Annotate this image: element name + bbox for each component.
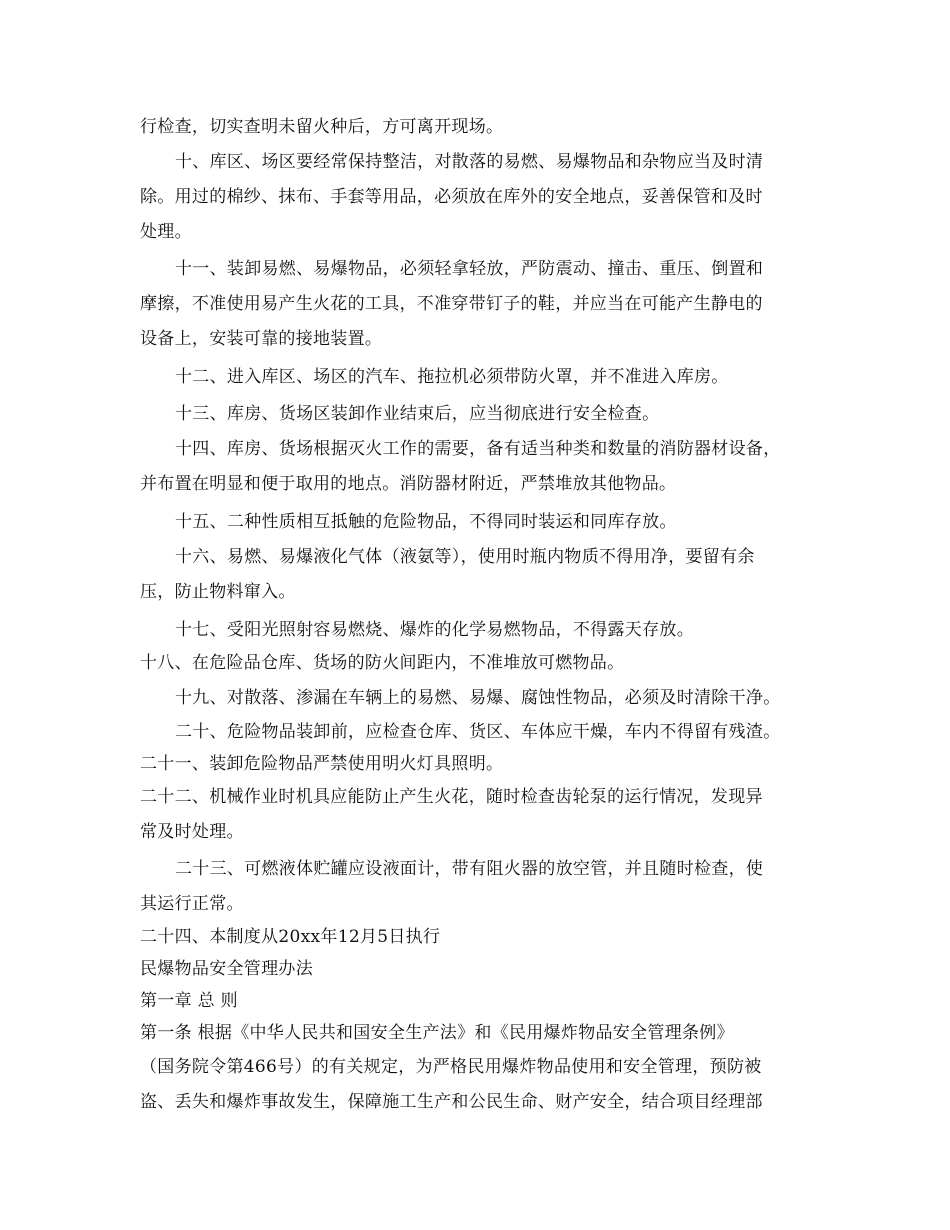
paragraph-line: 十一、装卸易燃、易爆物品，必须轻拿轻放，严防震动、撞击、重压、倒置和 [175,259,764,279]
paragraph-line: 设备上，安装可靠的接地装置。 [140,329,383,349]
paragraph-line: 行检查，切实查明未留火种后，方可离开现场。 [140,117,504,137]
paragraph-line: 第一条 根据《中华人民共和国安全生产法》和《民用爆炸物品安全管理条例》 [140,1023,734,1043]
paragraph-line: 除。用过的棉纱、抹布、手套等用品，必须放在库外的安全地点，妥善保管和及时 [140,187,763,207]
section-title: 民爆物品安全管理办法 [140,959,313,979]
paragraph-line: 十七、受阳光照射容易燃烧、爆炸的化学易燃物品，不得露天存放。 [175,620,694,640]
paragraph-line: 二十三、可燃液体贮罐应设液面计，带有阻火器的放空管，并且随时检查，使 [175,859,764,879]
paragraph-line: 二十、危险物品装卸前，应检查仓库、货区、车体应干燥，车内不得留有残渣。 [175,722,781,742]
paragraph-line: （国务院令第466号）的有关规定，为严格民用爆炸物品使用和安全管理，预防被 [140,1057,762,1077]
paragraph-line: 二十四、本制度从20xx年12月5日执行 [140,927,441,947]
paragraph-line: 处理。 [140,222,192,242]
paragraph-line: 盗、丢失和爆炸事故发生，保障施工生产和公民生命、财产安全，结合项目经理部 [140,1092,763,1112]
paragraph-line: 十、库区、场区要经常保持整洁，对散落的易燃、易爆物品和杂物应当及时清 [175,152,764,172]
paragraph-line: 并布置在明显和便于取用的地点。消防器材附近，严禁堆放其他物品。 [140,474,677,494]
paragraph-line: 其运行正常。 [140,894,244,914]
paragraph-line: 二十一、装卸危险物品严禁使用明火灯具照明。 [140,754,504,774]
paragraph-line: 十五、二种性质相互抵触的危险物品，不得同时装运和同库存放。 [175,512,677,532]
paragraph-line: 十三、库房、货场区装卸作业结束后，应当彻底进行安全检查。 [175,404,660,424]
paragraph-line: 十九、对散落、渗漏在车辆上的易燃、易爆、腐蚀性物品，必须及时清除干净。 [175,688,781,708]
paragraph-line: 摩擦，不准使用易产生火花的工具，不准穿带钉子的鞋，并应当在可能产生静电的 [140,294,763,314]
paragraph-line: 十四、库房、货场根据灭火工作的需要，备有适当种类和数量的消防器材设备， [175,439,781,459]
paragraph-line: 十六、易燃、易爆液化气体（液氨等），使用时瓶内物质不得用净，要留有余 [175,547,755,567]
paragraph-line: 常及时处理。 [140,822,244,842]
paragraph-line: 十八、在危险品仓库、货场的防火间距内，不准堆放可燃物品。 [140,653,625,673]
paragraph-line: 十二、进入库区、场区的汽车、拖拉机必须带防火罩，并不准进入库房。 [175,367,729,387]
paragraph-line: 压，防止物料窜入。 [140,582,296,602]
paragraph-line: 二十二、机械作业时机具应能防止产生火花，随时检查齿轮泵的运行情况，发现异 [140,787,763,807]
chapter-heading: 第一章 总 则 [140,991,238,1011]
